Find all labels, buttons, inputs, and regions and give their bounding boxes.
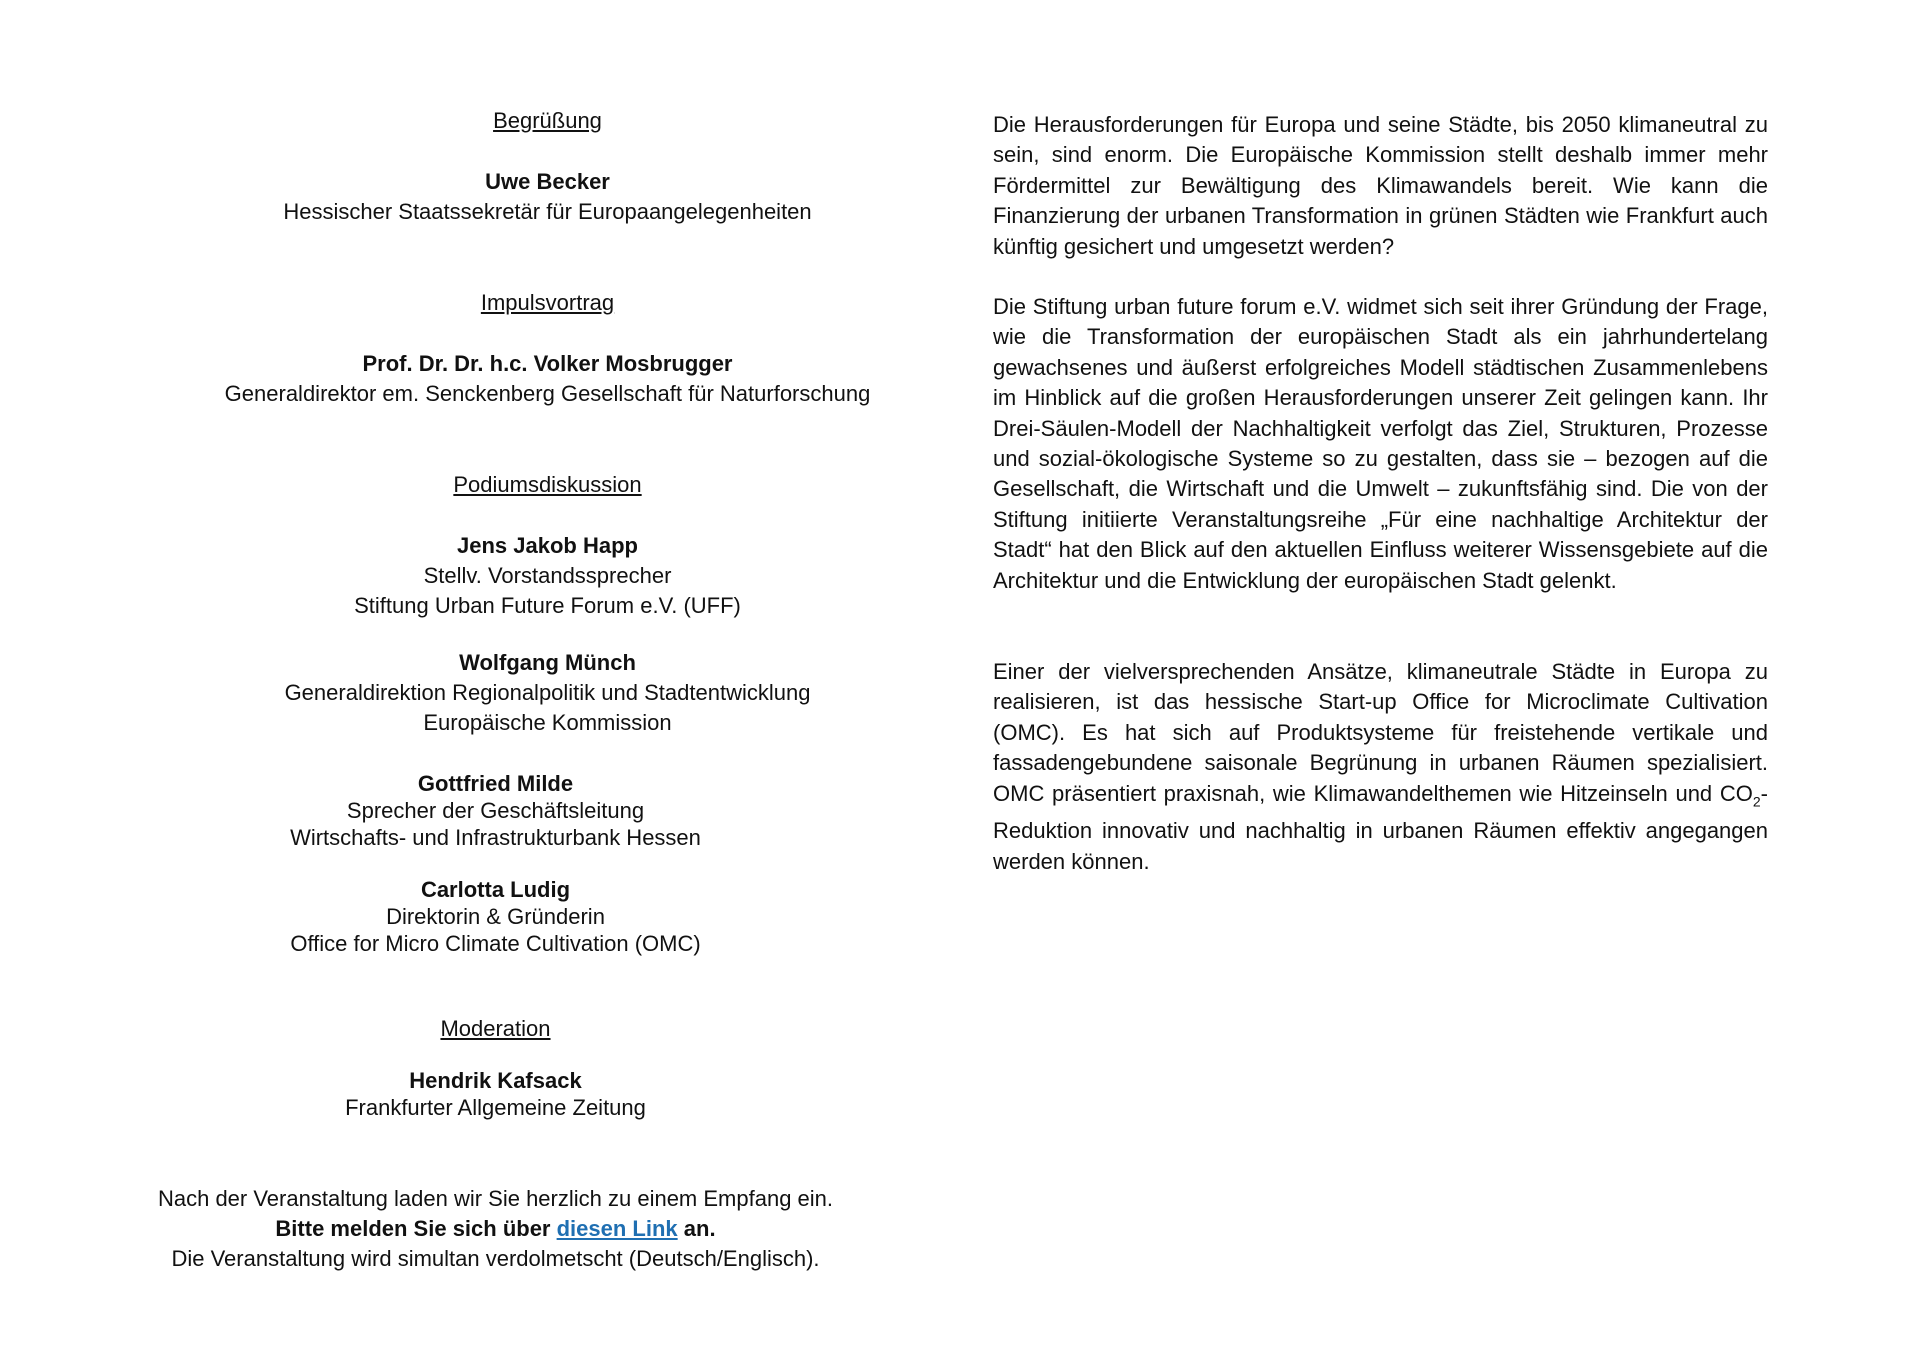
registration-text-before: Bitte melden Sie sich über (275, 1216, 557, 1241)
speaker-organization: Stiftung Urban Future Forum e.V. (UFF) (354, 593, 741, 618)
registration-link[interactable]: diesen Link (556, 1216, 678, 1241)
panel-speaker (128, 770, 863, 851)
speaker-role: Sprecher der Geschäftsleitung (346, 798, 645, 823)
omc-text-after: -Reduktion innovativ und nachhaltig in urbanen Räumen effektiv angegangen werden können. (993, 780, 1768, 874)
moderation-name: Hendrik Kafsack (409, 1068, 582, 1093)
reception-invite: Nach der Veranstaltung laden wir Sie herzlich zu einem Empfang ein. (157, 1186, 834, 1211)
moderation-organization: Frankfurter Allgemeine Zeitung (345, 1095, 646, 1120)
speaker-role: Direktorin & Gründerin (386, 904, 605, 929)
moderation-heading: Moderation (440, 1016, 551, 1041)
speaker-name: Wolfgang Münch (459, 650, 636, 675)
speaker-role: Stellv. Vorstandssprecher (423, 563, 672, 588)
omc-paragraph (993, 657, 1768, 877)
co2-subscript: 2 (1752, 793, 1761, 810)
foundation-paragraph: Die Stiftung urban future forum e.V. widmet sich seit ihrer Gründung der Frage, wie die Transformation der europäischen Stadt als ein jahrhundertelang gewachsenes und äußerst erfolgreiches Modell städtischen Zusammenlebens im Hinblick auf die großen Herausforderungen unserer Zeit gelingen kann. Ihr Drei-Säulen-Modell der Nachhaltigkeit verfolgt das Ziel, Strukturen, Prozesse und sozial-ökologische Systeme so zu gestalten, dass sie – bezogen auf die Gesellschaft, die Wirtschaft und die Umwelt – zukunftsfähig sind. Die von der Stiftung initiierte Veranstaltungsreihe „Für eine nachhaltige Architektur der Stadt“ hat den Blick auf den aktuellen Einfluss weiterer Wissensgebiete auf die Architektur und die Entwicklung der europäischen Stadt gelenkt. (993, 294, 1768, 593)
speaker-organization: Wirtschafts- und Infrastrukturbank Hessen (290, 825, 701, 850)
panel-speaker (128, 876, 863, 957)
omc-text-before: Einer der vielversprechenden Ansätze, klimaneutrale Städte in Europa zu realisieren, ist das hessische Start-up Office for Microclimate Cultivation (OMC). Es hat sich auf Produktsysteme für freistehende vertikale und fassadengebundene saisonale Begrünung in urbanen Räumen spezialisiert. OMC präsentiert praxisnah, wie Klimawandelthemen wie Hitzeinseln und CO (993, 659, 1768, 806)
speaker-name: Carlotta Ludig (420, 877, 571, 902)
panel-heading: Podiumsdiskussion (453, 472, 642, 497)
speaker-role: Generaldirektion Regionalpolitik und Stadtentwicklung (284, 680, 811, 705)
panel-speaker (180, 648, 915, 738)
welcome-speaker-name: Uwe Becker (485, 169, 610, 194)
moderation-section (128, 1015, 863, 1121)
welcome-heading: Begrüßung (493, 108, 602, 133)
registration-note (128, 1214, 863, 1244)
keynote-speaker-name: Prof. Dr. Dr. h.c. Volker Mosbrugger (362, 351, 733, 376)
panel-speaker (180, 531, 915, 621)
event-footer (128, 1184, 863, 1274)
keynote-heading: Impulsvortrag (480, 290, 615, 315)
welcome-speaker-title: Hessischer Staatssekretär für Europaangelegenheiten (283, 199, 812, 224)
speaker-organization: Office for Micro Climate Cultivation (OMC) (290, 931, 701, 956)
keynote-speaker-title: Generaldirektor em. Senckenberg Gesellschaft für Naturforschung (224, 381, 871, 406)
intro-paragraph: Die Herausforderungen für Europa und seine Städte, bis 2050 klimaneutral zu sein, sind enorm. Die Europäische Kommission stellt deshalb immer mehr Fördermittel zur Bewältigung des Klimawandels bereit. Wie kann die Finanzierung der urbanen Transformation in grünen Städten wie Frankfurt auch künftig gesichert und umgesetzt werden? (993, 112, 1768, 259)
registration-text-after: an. (677, 1216, 716, 1241)
speaker-organization: Europäische Kommission (423, 710, 672, 735)
speaker-name: Jens Jakob Happ (457, 533, 638, 558)
speaker-name: Gottfried Milde (417, 771, 574, 796)
translation-note: Die Veranstaltung wird simultan verdolmetscht (Deutsch/Englisch). (171, 1246, 820, 1271)
